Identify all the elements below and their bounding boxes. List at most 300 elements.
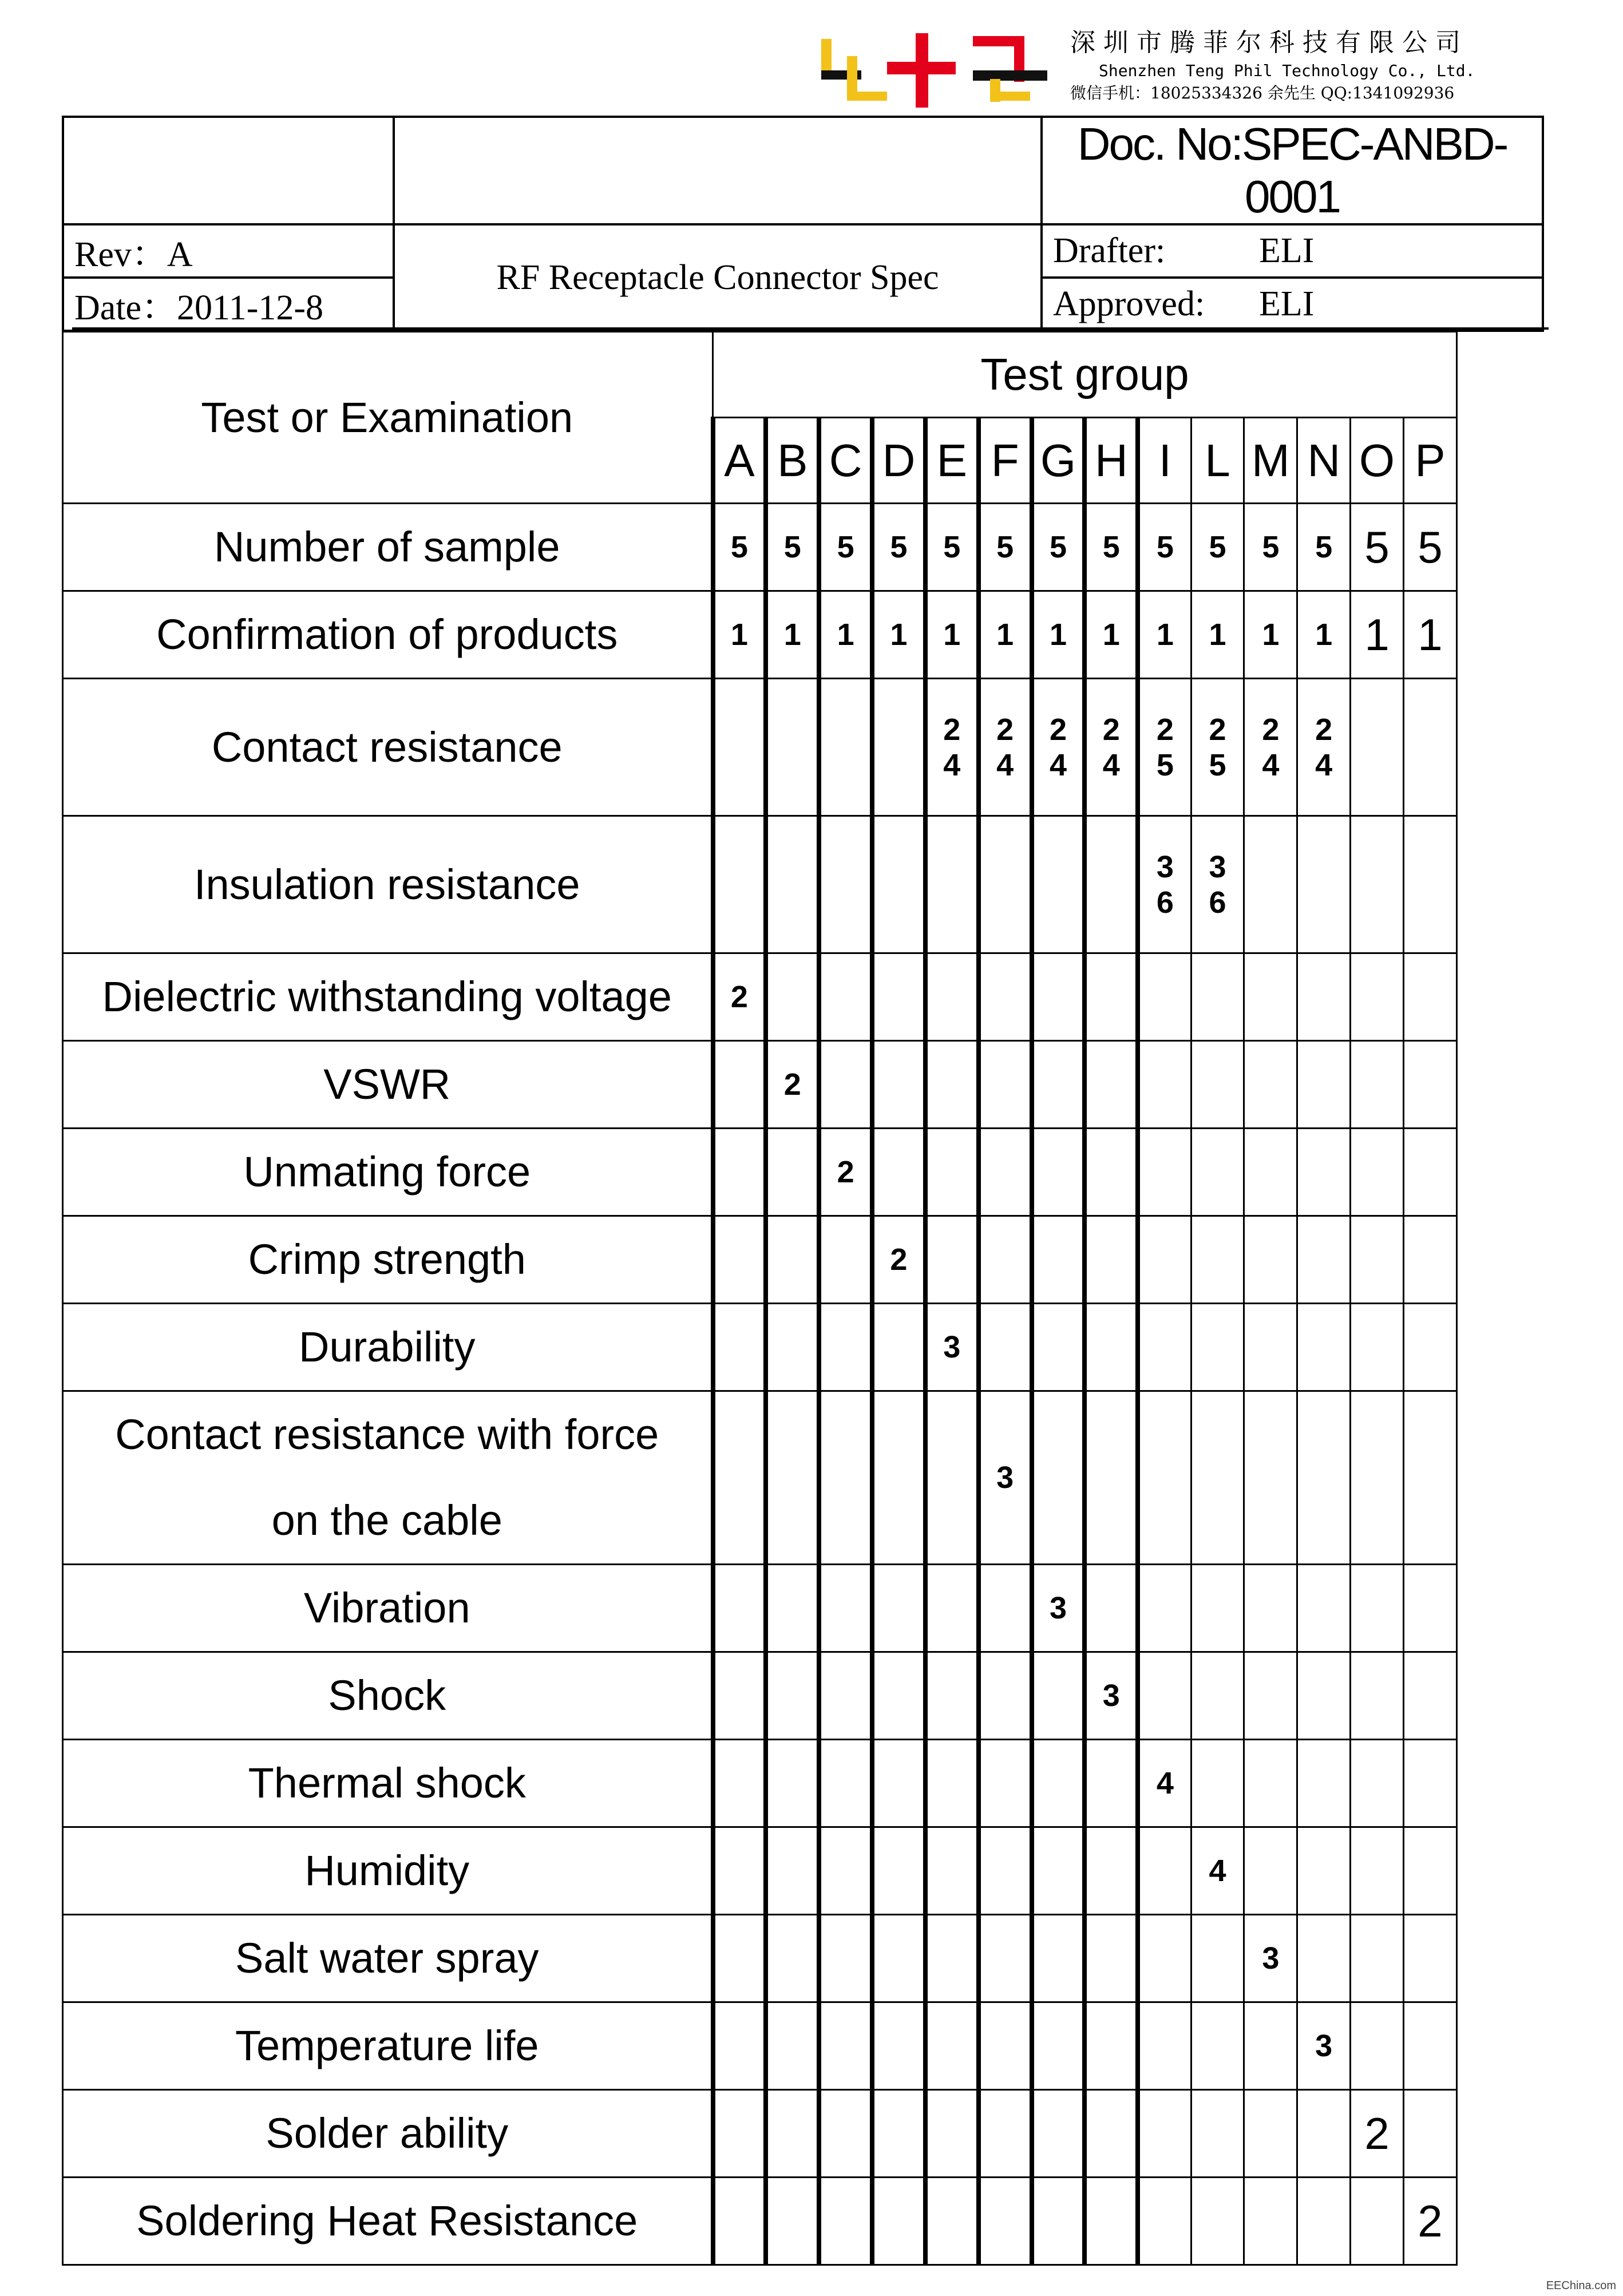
group-cell: 5 bbox=[819, 504, 872, 591]
group-cell: 2 bbox=[819, 1129, 872, 1216]
group-cell: 1 bbox=[1084, 591, 1138, 679]
header-blank-left bbox=[63, 117, 394, 224]
group-cell bbox=[766, 2178, 819, 2265]
group-cell bbox=[1032, 679, 1085, 816]
table-row bbox=[63, 2002, 1457, 2090]
document-header-table bbox=[62, 116, 1544, 332]
group-cell bbox=[872, 1304, 925, 1391]
group-cell bbox=[1032, 1740, 1085, 1827]
group-cell bbox=[1191, 1565, 1244, 1652]
group-cell bbox=[979, 1565, 1032, 1652]
group-cell bbox=[979, 1304, 1032, 1391]
group-cell bbox=[1032, 1041, 1085, 1129]
cell-value: 4 bbox=[996, 747, 1014, 782]
group-cell bbox=[1138, 1129, 1191, 1216]
group-cell bbox=[1297, 816, 1351, 953]
group-cell bbox=[713, 1915, 766, 2002]
group-cell bbox=[1351, 1915, 1404, 2002]
group-cell bbox=[1297, 1565, 1351, 1652]
group-cell bbox=[872, 816, 925, 953]
group-cell: 2 bbox=[766, 1041, 819, 1129]
group-cell bbox=[1244, 816, 1297, 953]
table-row bbox=[63, 591, 1457, 679]
group-cell: 3 bbox=[1084, 1652, 1138, 1740]
group-cell bbox=[979, 1740, 1032, 1827]
group-cell bbox=[713, 1652, 766, 1740]
group-cell bbox=[819, 2002, 872, 2090]
group-cell: 5 bbox=[1191, 504, 1244, 591]
header-blank-mid bbox=[394, 117, 1042, 224]
group-cell bbox=[713, 1129, 766, 1216]
group-cell: 3 bbox=[1032, 1565, 1085, 1652]
group-cell bbox=[766, 2090, 819, 2178]
group-cell bbox=[819, 1041, 872, 1129]
row-label bbox=[63, 1391, 713, 1565]
row-label: Humidity bbox=[63, 1827, 713, 1915]
group-cell: 5 bbox=[766, 504, 819, 591]
group-cell bbox=[1403, 2002, 1456, 2090]
group-cell: 3 bbox=[1297, 2002, 1351, 2090]
table-row bbox=[63, 816, 1457, 953]
group-cell bbox=[1191, 816, 1244, 953]
group-cell bbox=[1138, 1652, 1191, 1740]
group-cell bbox=[925, 1391, 979, 1565]
group-letter: N bbox=[1297, 418, 1351, 504]
row-label: Insulation resistance bbox=[63, 816, 713, 953]
company-name-cn: 深圳市腾菲尔科技有限公司 bbox=[1070, 28, 1468, 57]
group-cell bbox=[925, 679, 979, 816]
approved-label: Approved: bbox=[1053, 284, 1205, 323]
cell-value: 3 bbox=[1156, 849, 1174, 884]
group-cell bbox=[1138, 1216, 1191, 1304]
group-cell bbox=[766, 1304, 819, 1391]
group-cell bbox=[819, 953, 872, 1041]
group-cell bbox=[713, 2178, 766, 2265]
group-cell bbox=[925, 1740, 979, 1827]
group-cell bbox=[872, 1827, 925, 1915]
group-cell bbox=[1084, 1129, 1138, 1216]
group-cell bbox=[979, 2178, 1032, 2265]
group-cell: 1 bbox=[1191, 591, 1244, 679]
row-label: Confirmation of products bbox=[63, 591, 713, 679]
row-label: Thermal shock bbox=[63, 1740, 713, 1827]
group-cell bbox=[1138, 2178, 1191, 2265]
group-cell: 1 bbox=[979, 591, 1032, 679]
group-cell bbox=[1032, 2002, 1085, 2090]
group-cell bbox=[1403, 1216, 1456, 1304]
group-cell: 5 bbox=[1297, 504, 1351, 591]
group-cell: 4 bbox=[1138, 1740, 1191, 1827]
drafter-cell bbox=[1042, 224, 1543, 278]
approved-value: ELI bbox=[1259, 284, 1315, 323]
group-cell bbox=[1191, 1652, 1244, 1740]
group-cell bbox=[766, 1827, 819, 1915]
group-cell bbox=[1138, 679, 1191, 816]
table-row bbox=[63, 504, 1457, 591]
row-label: Salt water spray bbox=[63, 1915, 713, 2002]
company-name-en: Shenzhen Teng Phil Technology Co., Ltd. bbox=[1099, 61, 1475, 80]
group-cell bbox=[766, 1740, 819, 1827]
group-cell: 5 bbox=[1351, 504, 1404, 591]
cell-value: 2 bbox=[1209, 712, 1226, 747]
group-cell: 2 bbox=[872, 1216, 925, 1304]
group-cell bbox=[1084, 2090, 1138, 2178]
company-contact: 微信手机：18025334326 余先生 QQ:1341092936 bbox=[1070, 84, 1455, 102]
group-cell bbox=[766, 1129, 819, 1216]
group-letter: G bbox=[1032, 418, 1085, 504]
group-letter: C bbox=[819, 418, 872, 504]
group-cell bbox=[872, 1129, 925, 1216]
group-cell bbox=[819, 1565, 872, 1652]
row-label: Vibration bbox=[63, 1565, 713, 1652]
group-cell bbox=[1244, 1740, 1297, 1827]
cell-value: 2 bbox=[943, 712, 961, 747]
group-cell bbox=[1191, 1915, 1244, 2002]
group-letter: L bbox=[1191, 418, 1244, 504]
group-cell bbox=[1032, 953, 1085, 1041]
group-cell bbox=[872, 2002, 925, 2090]
group-cell bbox=[1403, 1652, 1456, 1740]
group-cell bbox=[1351, 2178, 1404, 2265]
group-cell bbox=[713, 816, 766, 953]
group-cell bbox=[925, 1041, 979, 1129]
group-cell bbox=[1084, 816, 1138, 953]
group-cell bbox=[1084, 1391, 1138, 1565]
group-cell bbox=[766, 1915, 819, 2002]
group-cell bbox=[766, 816, 819, 953]
group-cell bbox=[1244, 1304, 1297, 1391]
group-cell bbox=[1138, 816, 1191, 953]
group-cell bbox=[1297, 1740, 1351, 1827]
group-cell bbox=[1351, 1041, 1404, 1129]
group-cell bbox=[925, 2090, 979, 2178]
group-cell bbox=[1138, 1827, 1191, 1915]
group-cell: 1 bbox=[819, 591, 872, 679]
group-letter: D bbox=[872, 418, 925, 504]
group-cell bbox=[819, 679, 872, 816]
group-cell bbox=[713, 1216, 766, 1304]
group-cell bbox=[819, 1391, 872, 1565]
group-cell bbox=[872, 1041, 925, 1129]
group-cell: 4 bbox=[1191, 1827, 1244, 1915]
group-cell bbox=[979, 1652, 1032, 1740]
group-cell bbox=[1403, 816, 1456, 953]
group-cell bbox=[1244, 2090, 1297, 2178]
group-cell bbox=[1403, 2090, 1456, 2178]
group-cell bbox=[1084, 1565, 1138, 1652]
group-cell bbox=[713, 1041, 766, 1129]
group-cell bbox=[1084, 1041, 1138, 1129]
group-cell bbox=[872, 1652, 925, 1740]
group-cell bbox=[1244, 1652, 1297, 1740]
group-cell bbox=[1297, 679, 1351, 816]
group-cell bbox=[979, 2090, 1032, 2178]
group-cell bbox=[1032, 2178, 1085, 2265]
group-cell bbox=[1138, 1565, 1191, 1652]
group-cell bbox=[766, 1391, 819, 1565]
group-cell bbox=[1403, 953, 1456, 1041]
group-cell bbox=[1297, 2090, 1351, 2178]
group-cell bbox=[925, 2178, 979, 2265]
table-row bbox=[63, 1827, 1457, 1915]
group-cell bbox=[1191, 1041, 1244, 1129]
cell-value: 5 bbox=[1156, 747, 1174, 782]
group-cell bbox=[819, 1216, 872, 1304]
group-cell bbox=[1191, 1304, 1244, 1391]
group-letter: P bbox=[1403, 418, 1456, 504]
group-letter: O bbox=[1351, 418, 1404, 504]
group-cell bbox=[872, 2178, 925, 2265]
row-label-line1: Contact resistance with force bbox=[115, 1411, 659, 1458]
table-row bbox=[63, 2090, 1457, 2178]
group-cell bbox=[713, 2090, 766, 2178]
doc-number: Doc. No:SPEC-ANBD-0001 bbox=[1042, 117, 1543, 224]
group-cell: 5 bbox=[1084, 504, 1138, 591]
group-cell bbox=[1351, 679, 1404, 816]
group-cell bbox=[1244, 679, 1297, 816]
group-cell bbox=[766, 1652, 819, 1740]
group-cell bbox=[872, 1915, 925, 2002]
table-row bbox=[63, 1304, 1457, 1391]
group-cell bbox=[1084, 1740, 1138, 1827]
group-cell bbox=[925, 1216, 979, 1304]
group-cell bbox=[1032, 1652, 1085, 1740]
group-cell bbox=[1244, 2178, 1297, 2265]
group-cell bbox=[1351, 1740, 1404, 1827]
cell-value: 6 bbox=[1209, 885, 1226, 920]
group-cell bbox=[979, 953, 1032, 1041]
group-cell: 1 bbox=[1244, 591, 1297, 679]
group-cell bbox=[1084, 1304, 1138, 1391]
group-letter: I bbox=[1138, 418, 1191, 504]
group-cell bbox=[1084, 953, 1138, 1041]
group-letter: F bbox=[979, 418, 1032, 504]
group-cell bbox=[1138, 953, 1191, 1041]
group-cell bbox=[1191, 2002, 1244, 2090]
group-cell bbox=[1032, 1304, 1085, 1391]
group-cell bbox=[1244, 1827, 1297, 1915]
group-cell bbox=[713, 1391, 766, 1565]
group-cell bbox=[713, 1304, 766, 1391]
group-cell: 3 bbox=[925, 1304, 979, 1391]
group-cell bbox=[766, 1565, 819, 1652]
group-cell bbox=[872, 2090, 925, 2178]
table-row bbox=[63, 2178, 1457, 2265]
cell-value: 4 bbox=[1102, 747, 1120, 782]
group-cell bbox=[1084, 679, 1138, 816]
table-row bbox=[63, 1391, 1457, 1565]
group-cell bbox=[1244, 1129, 1297, 1216]
row-label: Dielectric withstanding voltage bbox=[63, 953, 713, 1041]
company-header bbox=[818, 22, 1551, 113]
group-cell bbox=[1138, 1041, 1191, 1129]
group-cell bbox=[1138, 2090, 1191, 2178]
group-cell bbox=[979, 2002, 1032, 2090]
group-cell bbox=[819, 816, 872, 953]
group-cell: 5 bbox=[1403, 504, 1456, 591]
cell-value: 2 bbox=[1156, 712, 1174, 747]
group-cell bbox=[1351, 1565, 1404, 1652]
group-letter: M bbox=[1244, 418, 1297, 504]
group-cell: 2 bbox=[713, 953, 766, 1041]
group-cell bbox=[925, 1915, 979, 2002]
group-cell bbox=[1138, 1915, 1191, 2002]
group-cell: 5 bbox=[713, 504, 766, 591]
group-cell bbox=[819, 1915, 872, 2002]
group-cell: 1 bbox=[1403, 591, 1456, 679]
group-cell: 5 bbox=[872, 504, 925, 591]
group-cell bbox=[979, 1129, 1032, 1216]
table-row bbox=[63, 1915, 1457, 2002]
group-cell bbox=[1138, 1304, 1191, 1391]
drafter-label: Drafter: bbox=[1053, 231, 1166, 270]
group-cell: 2 bbox=[1351, 2090, 1404, 2178]
group-cell bbox=[1244, 1216, 1297, 1304]
group-cell bbox=[979, 1216, 1032, 1304]
group-cell bbox=[1351, 1391, 1404, 1565]
group-cell bbox=[1403, 679, 1456, 816]
table-row bbox=[63, 953, 1457, 1041]
row-label: Temperature life bbox=[63, 2002, 713, 2090]
group-cell bbox=[979, 1915, 1032, 2002]
group-cell: 1 bbox=[713, 591, 766, 679]
group-cell bbox=[1138, 2002, 1191, 2090]
row-label: Soldering Heat Resistance bbox=[63, 2178, 713, 2265]
group-cell bbox=[766, 953, 819, 1041]
cell-value: 4 bbox=[943, 747, 961, 782]
header-divider bbox=[72, 327, 1549, 330]
group-cell bbox=[713, 1565, 766, 1652]
table-row bbox=[63, 1216, 1457, 1304]
table-row bbox=[63, 1740, 1457, 1827]
cell-value: 5 bbox=[1209, 747, 1226, 782]
group-cell bbox=[872, 1740, 925, 1827]
group-cell bbox=[1403, 1129, 1456, 1216]
group-cell bbox=[1032, 1827, 1085, 1915]
group-cell bbox=[1297, 1129, 1351, 1216]
revision: Rev：A bbox=[63, 224, 394, 278]
cell-value: 4 bbox=[1315, 747, 1333, 782]
cell-value: 6 bbox=[1156, 885, 1174, 920]
group-cell bbox=[1032, 816, 1085, 953]
group-cell: 1 bbox=[1138, 591, 1191, 679]
group-cell bbox=[1244, 1041, 1297, 1129]
group-cell bbox=[1244, 1565, 1297, 1652]
document-title: RF Receptacle Connector Spec bbox=[394, 224, 1042, 331]
group-cell bbox=[1244, 953, 1297, 1041]
group-cell bbox=[713, 2002, 766, 2090]
group-cell bbox=[1297, 1915, 1351, 2002]
group-letter: E bbox=[925, 418, 979, 504]
group-cell bbox=[1403, 1304, 1456, 1391]
group-cell bbox=[1244, 1391, 1297, 1565]
cell-value: 2 bbox=[1262, 712, 1280, 747]
row-label: Solder ability bbox=[63, 2090, 713, 2178]
group-letter: A bbox=[713, 418, 766, 504]
table-row bbox=[63, 1652, 1457, 1740]
group-cell bbox=[819, 1652, 872, 1740]
group-cell bbox=[925, 1827, 979, 1915]
cell-value: 4 bbox=[1262, 747, 1280, 782]
row-label: Unmating force bbox=[63, 1129, 713, 1216]
group-cell bbox=[872, 679, 925, 816]
group-cell bbox=[1191, 953, 1244, 1041]
group-cell bbox=[1403, 1740, 1456, 1827]
group-cell: 5 bbox=[925, 504, 979, 591]
group-cell bbox=[1032, 2090, 1085, 2178]
table-row bbox=[63, 1565, 1457, 1652]
group-cell bbox=[1084, 2178, 1138, 2265]
cell-value: 4 bbox=[1049, 747, 1067, 782]
group-cell bbox=[1297, 1652, 1351, 1740]
group-cell: 3 bbox=[1244, 1915, 1297, 2002]
group-cell bbox=[1138, 1391, 1191, 1565]
group-cell bbox=[1244, 2002, 1297, 2090]
group-cell bbox=[925, 1565, 979, 1652]
group-cell: 1 bbox=[925, 591, 979, 679]
group-cell bbox=[925, 816, 979, 953]
table-row bbox=[63, 1041, 1457, 1129]
group-cell bbox=[1297, 2178, 1351, 2265]
approved-cell bbox=[1042, 278, 1543, 331]
group-cell bbox=[925, 953, 979, 1041]
column-header-test: Test or Examination bbox=[63, 332, 713, 504]
group-cell bbox=[766, 2002, 819, 2090]
group-cell bbox=[1351, 1652, 1404, 1740]
group-cell bbox=[1351, 1216, 1404, 1304]
row-label: Shock bbox=[63, 1652, 713, 1740]
group-cell bbox=[872, 1565, 925, 1652]
row-label: Contact resistance bbox=[63, 679, 713, 816]
group-cell bbox=[713, 1827, 766, 1915]
group-cell bbox=[1351, 1827, 1404, 1915]
row-label: VSWR bbox=[63, 1041, 713, 1129]
group-cell bbox=[1191, 679, 1244, 816]
group-cell: 5 bbox=[1138, 504, 1191, 591]
group-cell bbox=[1297, 1304, 1351, 1391]
group-cell bbox=[819, 1827, 872, 1915]
group-cell: 1 bbox=[872, 591, 925, 679]
group-cell bbox=[819, 1740, 872, 1827]
cell-value: 3 bbox=[1209, 849, 1226, 884]
group-cell bbox=[1191, 1216, 1244, 1304]
group-cell bbox=[1297, 1827, 1351, 1915]
group-cell bbox=[1403, 1915, 1456, 2002]
group-cell bbox=[1191, 1391, 1244, 1565]
table-row bbox=[63, 679, 1457, 816]
group-cell: 1 bbox=[1351, 591, 1404, 679]
group-cell bbox=[1297, 1041, 1351, 1129]
group-cell bbox=[872, 953, 925, 1041]
group-cell bbox=[1032, 1129, 1085, 1216]
group-cell bbox=[1084, 1915, 1138, 2002]
group-cell bbox=[819, 2178, 872, 2265]
group-cell bbox=[1403, 1827, 1456, 1915]
group-cell bbox=[1191, 1740, 1244, 1827]
group-cell bbox=[1351, 953, 1404, 1041]
group-cell: 5 bbox=[1244, 504, 1297, 591]
group-letter: B bbox=[766, 418, 819, 504]
group-cell bbox=[1297, 1216, 1351, 1304]
group-cell bbox=[1084, 1827, 1138, 1915]
group-cell bbox=[819, 1304, 872, 1391]
group-cell bbox=[1084, 1216, 1138, 1304]
group-cell: 1 bbox=[1297, 591, 1351, 679]
group-cell bbox=[979, 679, 1032, 816]
group-cell bbox=[713, 1740, 766, 1827]
group-cell bbox=[1191, 2090, 1244, 2178]
group-cell bbox=[1297, 953, 1351, 1041]
